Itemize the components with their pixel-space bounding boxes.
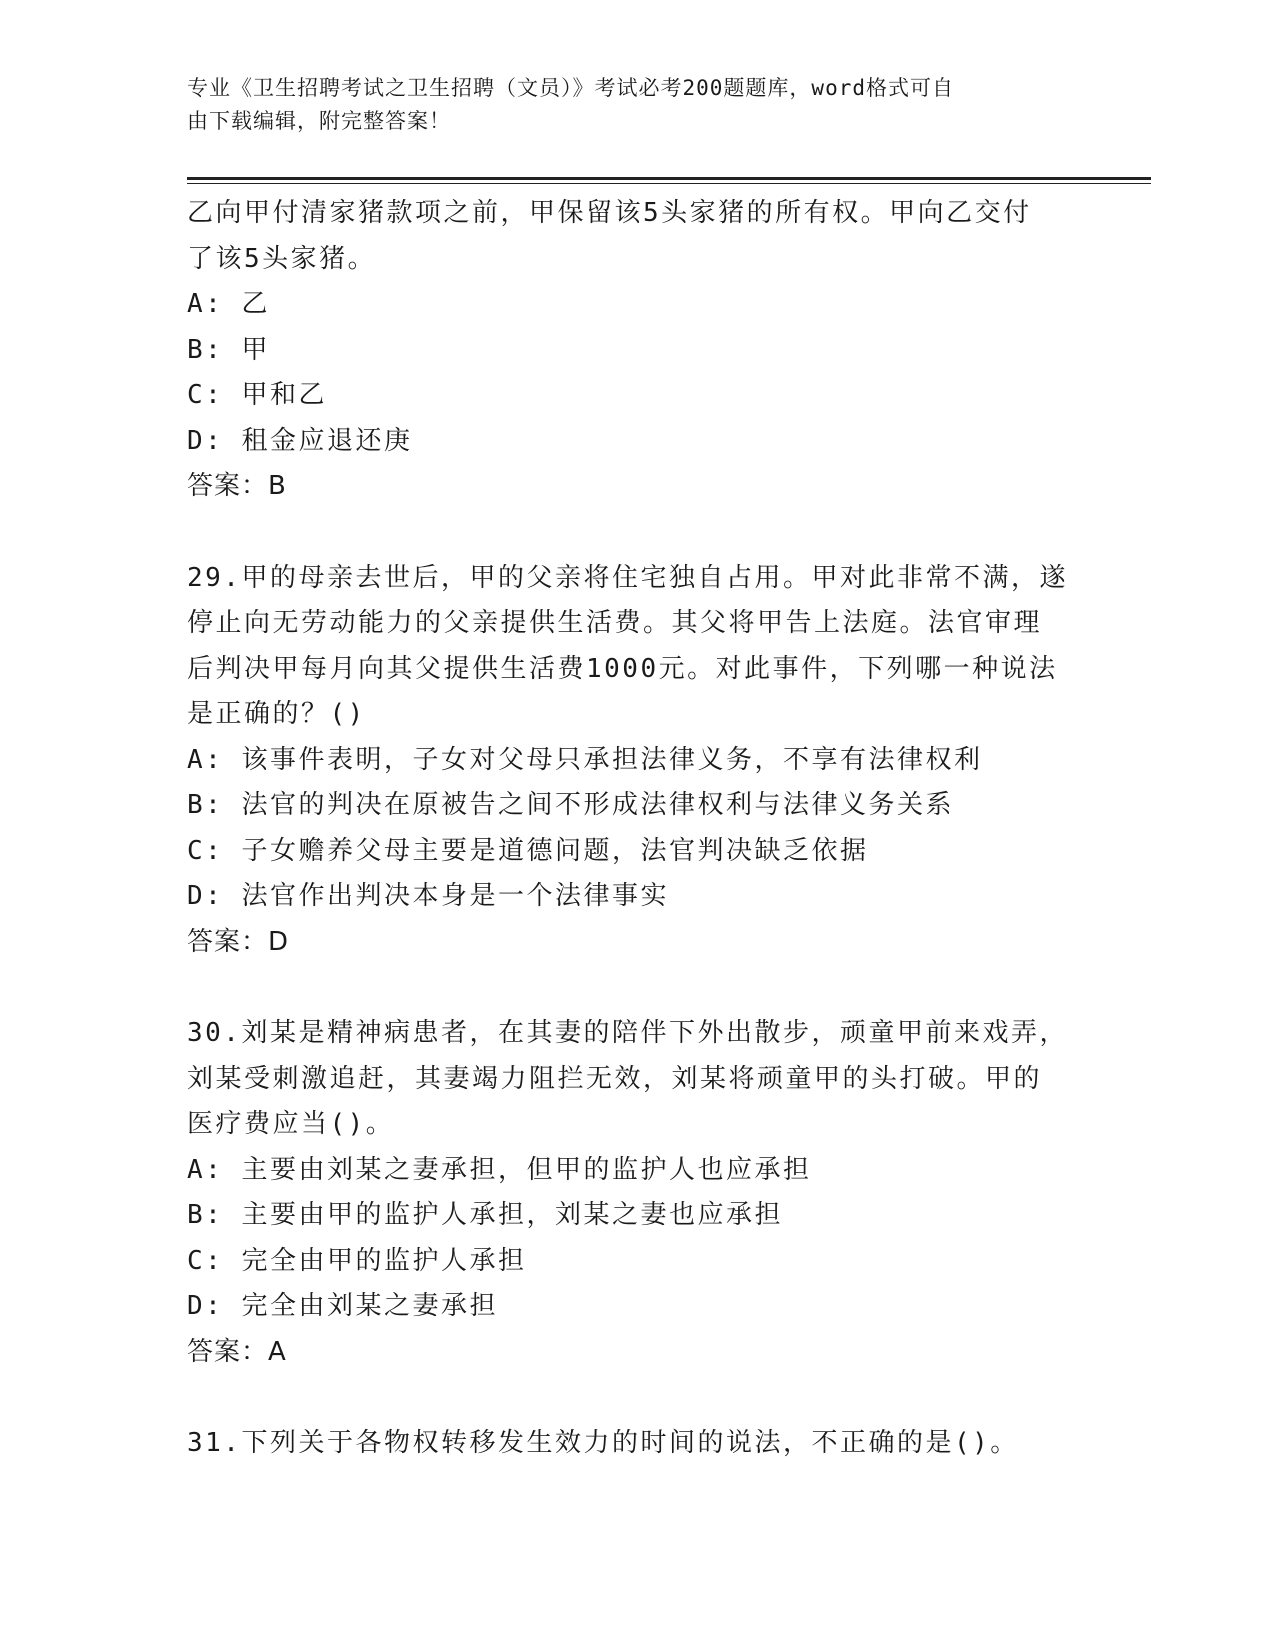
option-b: B: 甲 [187,334,270,365]
question-stem: 31.下列关于各物权转移发生效力的时间的说法，不正确的是()。 [187,1428,1019,1458]
option-d: D: 法官作出判决本身是一个法律事实 [187,881,669,911]
answer-label: 答案：D [187,926,290,957]
question-31 [187,1421,1077,1467]
question-spacer [187,510,1077,556]
question-stem: 后判决甲每月向其父提供生活费1000元。对此事件，下列哪一种说法 [187,653,1058,684]
option-c: C: 子女赡养父母主要是道德问题，法官判决缺乏依据 [187,835,869,866]
header-divider-thick [187,177,1151,180]
question-30 [187,1011,1077,1375]
option-c: C: 完全由甲的监护人承担 [187,1245,527,1276]
question-stem: 是正确的？() [187,699,366,729]
question-stem: 刘某受刺激追赶，其妻竭力阻拦无效，刘某将顽童甲的头打破。甲的 [187,1063,1043,1094]
answer-label: 答案：B [187,471,287,501]
question-spacer [187,965,1077,1011]
document-body [187,191,1077,1467]
question-stem: 29.甲的母亲去世后，甲的父亲将住宅独自占用。甲对此非常不满，遂 [187,562,1068,593]
header-divider-thin [187,183,1151,184]
document-header [187,72,1067,138]
question-28 [187,191,1077,510]
option-b: B: 法官的判决在原被告之间不形成法律权利与法律义务关系 [187,790,954,820]
question-stem: 乙向甲付清家猪款项之前，甲保留该5头家猪的所有权。甲向乙交付 [187,198,1032,228]
answer-label: 答案：A [187,1336,287,1367]
option-a: A: 该事件表明，子女对父母只承担法律义务，不享有法律权利 [187,744,983,775]
question-stem: 医疗费应当()。 [187,1109,395,1139]
question-stem: 了该5头家猪。 [187,243,377,274]
question-spacer [187,1375,1077,1421]
question-stem: 停止向无劳动能力的父亲提供生活费。其父将甲告上法庭。法官审理 [187,608,1043,638]
header-title-line-1: 专业《卫生招聘考试之卫生招聘（文员）》考试必考200题题库，word格式可自 [187,76,954,100]
header-title-line-2: 由下载编辑，附完整答案！ [187,109,451,133]
option-b: B: 主要由甲的监护人承担，刘某之妻也应承担 [187,1200,783,1230]
option-a: A: 乙 [187,289,270,319]
question-29 [187,556,1077,966]
option-a: A: 主要由刘某之妻承担，但甲的监护人也应承担 [187,1154,812,1185]
option-d: D: 完全由刘某之妻承担 [187,1291,498,1321]
option-d: D: 租金应退还庚 [187,425,413,456]
question-stem: 30.刘某是精神病患者，在其妻的陪伴下外出散步，顽童甲前来戏弄， [187,1018,1068,1048]
option-c: C: 甲和乙 [187,380,327,410]
